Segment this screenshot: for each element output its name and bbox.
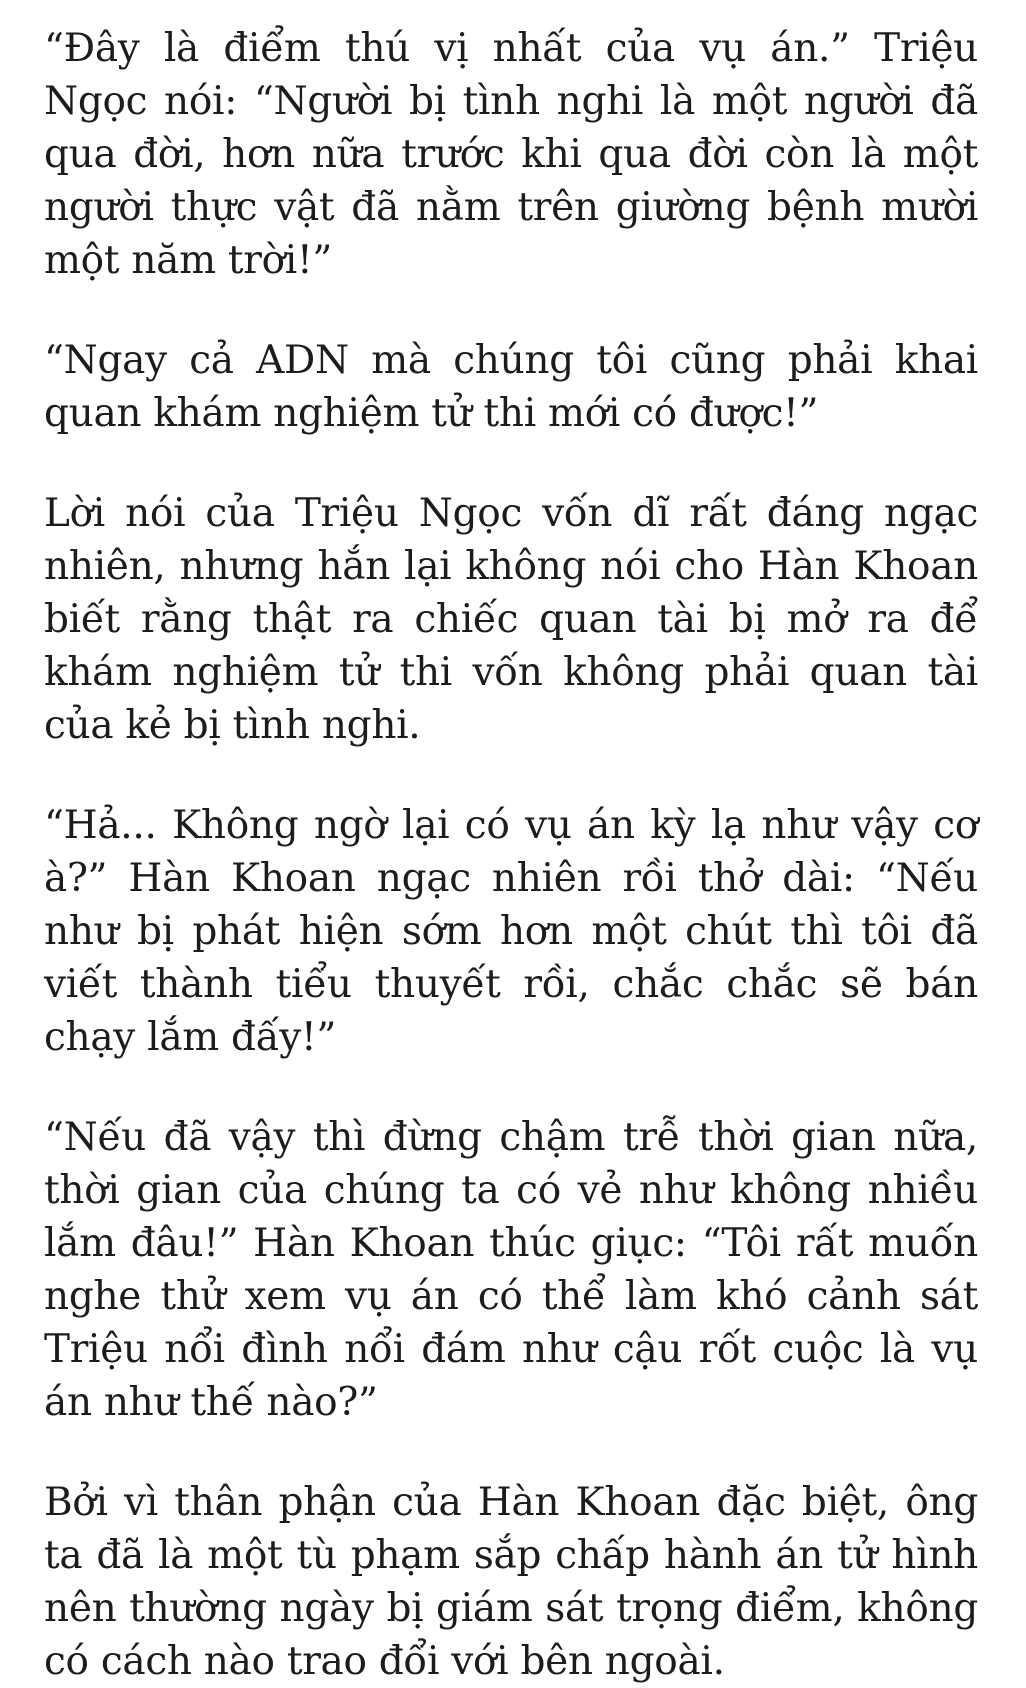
paragraph-3: Lời nói của Triệu Ngọc vốn dĩ rất đáng ngạc nhiên, nhưng hắn lại không nói cho Hàn Khoan biết rằng thật ra chiếc quan tài bị mở ra để khám nghiệm tử thi vốn không phải quan tài của kẻ bị tình nghi. bbox=[44, 491, 978, 748]
paragraph-1: “Đây là điểm thú vị nhất của vụ án.” Triệu Ngọc nói: “Người bị tình nghi là một người đã qua đời, hơn nữa trước khi qua đời còn là một người thực vật đã nằm trên giường bệnh mười một năm trời!” bbox=[44, 26, 978, 283]
paragraph-2: “Ngay cả ADN mà chúng tôi cũng phải khai quan khám nghiệm tử thi mới có được!” bbox=[44, 338, 978, 436]
paragraph-5: “Nếu đã vậy thì đừng chậm trễ thời gian nữa, thời gian của chúng ta có vẻ như không nhiều lắm đâu!” Hàn Khoan thúc giục: “Tôi rất muốn nghe thử xem vụ án có thể làm khó cảnh sát Triệu nổi đình nổi đám như cậu rốt cuộc là vụ án như thế nào?” bbox=[44, 1115, 978, 1425]
document-page bbox=[44, 22, 978, 1688]
paragraph-4: “Hả... Không ngờ lại có vụ án kỳ lạ như vậy cơ à?” Hàn Khoan ngạc nhiên rồi thở dài: “Nếu như bị phát hiện sớm hơn một chút thì tôi đã viết thành tiểu thuyết rồi, chắc chắc sẽ bán chạy lắm đấy!” bbox=[44, 803, 978, 1060]
paragraph-6: Bởi vì thân phận của Hàn Khoan đặc biệt, ông ta đã là một tù phạm sắp chấp hành án tử hình nên thường ngày bị giám sát trọng điểm, không có cách nào trao đổi với bên ngoài. bbox=[44, 1480, 978, 1684]
